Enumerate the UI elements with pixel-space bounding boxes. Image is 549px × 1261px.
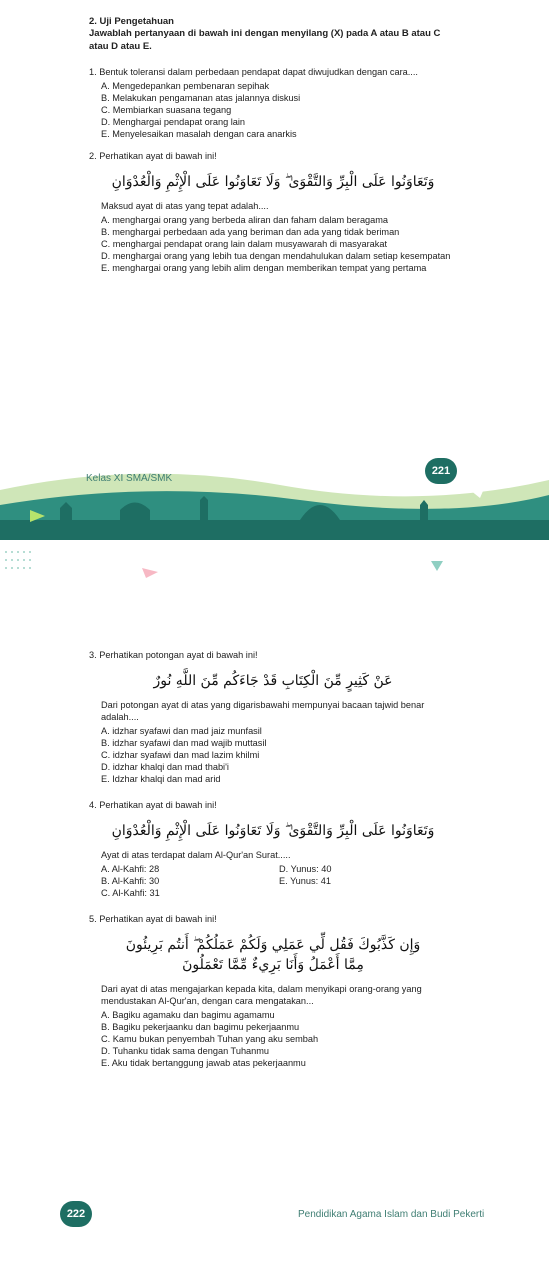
option[interactable]: C. Kamu bukan penyembah Tuhan yang aku sembah — [101, 1033, 319, 1044]
option[interactable]: D. Tuhanku tidak sama dengan Tuhanmu — [101, 1045, 270, 1056]
question-5-stem: 5. Perhatikan ayat di bawah ini! — [89, 913, 217, 924]
option[interactable]: D. idzhar khalqi dan mad thabi'i — [101, 761, 229, 772]
page-221 — [0, 0, 549, 540]
question-1 — [89, 67, 457, 141]
arabic-verse-line-1: وَإِن كَذَّبُوكَ فَقُل لِّي عَمَلِي وَلَكُمْ عَمَلُكُمْ ۖ أَنتُم بَرِيئُونَ — [125, 936, 421, 953]
book-title-footer: Pendidikan Agama Islam dan Budi Pekerti — [298, 1209, 485, 1220]
instruction: Jawablah pertanyaan di bawah ini dengan menyilang (X) pada A atau B atau C atau D atau E. — [89, 28, 441, 52]
option[interactable]: B. Al-Kahfi: 30 — [101, 875, 160, 886]
option[interactable]: B. idzhar syafawi dan mad wajib muttasil — [101, 738, 267, 748]
option[interactable]: B. menghargai perbedaan ada yang beriman dan ada yang tidak beriman — [101, 226, 400, 237]
option[interactable]: C. idzhar syafawi dan mad lazim khilmi — [101, 749, 260, 760]
question-3-options — [101, 726, 457, 786]
question-3-stem: 3. Perhatikan potongan ayat di bawah ini! — [89, 650, 258, 660]
question-5 — [89, 914, 457, 1070]
page1-content — [89, 16, 457, 275]
option[interactable]: E. Aku tidak bertanggung jawab atas pekerjaanmu — [101, 1057, 306, 1068]
dots-decoration — [0, 548, 40, 572]
triangle-decoration — [430, 560, 444, 572]
question-2-prompt: Maksud ayat di atas yang tepat adalah.... — [101, 200, 269, 211]
question-4-stem: 4. Perhatikan ayat di bawah ini! — [89, 799, 217, 810]
page-number: 221 — [425, 458, 457, 484]
triangle-decoration — [140, 566, 160, 580]
mosque-banner-decoration — [0, 450, 549, 540]
question-5-prompt: Dari ayat di atas mengajarkan kepada kita, dalam menyikapi orang-orang yang mendustakan Al-Qur'an, dengan cara mengatakan... — [101, 984, 422, 1007]
option[interactable]: A. Al-Kahfi: 28 — [101, 863, 160, 874]
option[interactable]: E. Yunus: 41 — [279, 875, 331, 886]
option[interactable]: A. idzhar syafawi dan mad jaiz munfasil — [101, 726, 262, 737]
question-2-options — [101, 215, 457, 275]
question-1-stem: 1. Bentuk toleransi dalam perbedaan pendapat dapat diwujudkan dengan cara.... — [89, 67, 418, 78]
arabic-verse-line-2: مِمَّا أَعْمَلُ وَأَنَا بَرِيءٌ مِّمَّا تَعْمَلُونَ — [182, 956, 364, 973]
option[interactable]: D. Yunus: 40 — [279, 863, 332, 874]
option[interactable]: E. menghargai orang yang lebih alim dengan memberikan tempat yang pertama — [101, 262, 427, 273]
option[interactable]: A. Bagiku agamaku dan bagimu agamamu — [101, 1010, 275, 1020]
question-5-options — [101, 1010, 457, 1070]
question-4-options — [101, 864, 457, 900]
option[interactable]: A. Mengedepankan pembenaran sepihak — [101, 80, 270, 91]
page-222 — [0, 540, 549, 1261]
page2-content — [89, 650, 457, 1070]
option[interactable]: C. Membiarkan suasana tegang — [101, 104, 232, 115]
option[interactable]: B. Melakukan pengamanan atas jalannya diskusi — [101, 92, 301, 103]
question-2-stem: 2. Perhatikan ayat di bawah ini! — [89, 150, 217, 161]
option[interactable]: C. menghargai pendapat orang lain dalam musyawarah di masyarakat — [101, 238, 387, 249]
section-title: 2. Uji Pengetahuan — [89, 16, 174, 27]
option-empty — [279, 888, 457, 900]
question-1-options — [101, 81, 457, 141]
option[interactable]: A. menghargai orang yang berbeda aliran dan faham dalam beragama — [101, 214, 389, 225]
arabic-verse: وَتَعَاوَنُوا عَلَى الْبِرِّ وَالتَّقْوَىٰ ۖ وَلَا تَعَاوَنُوا عَلَى الْإِثْمِ وَالْعُدْوَانِ — [111, 822, 435, 839]
arabic-verse: وَتَعَاوَنُوا عَلَى الْبِرِّ وَالتَّقْوَىٰ ۖ وَلَا تَعَاوَنُوا عَلَى الْإِثْمِ وَالْعُدْوَانِ — [111, 173, 435, 190]
option[interactable]: D. Menghargai pendapat orang lain — [101, 116, 246, 127]
question-2 — [89, 151, 457, 275]
option[interactable]: C. Al-Kahfi: 31 — [101, 887, 160, 898]
question-4 — [89, 800, 457, 900]
question-4-prompt: Ayat di atas terdapat dalam Al-Qur'an Surat..... — [101, 849, 291, 860]
question-3 — [89, 650, 457, 786]
option[interactable]: E. Idzhar khalqi dan mad arid — [101, 773, 221, 784]
page-number: 222 — [60, 1201, 92, 1227]
question-3-prompt: Dari potongan ayat di atas yang digarisbawahi mempunyai bacaan tajwid benar adalah.... — [101, 700, 425, 723]
arabic-verse: عَنْ كَثِيرٍ مِّنَ الْكِتَابِ قَدْ جَاءَكُم مِّنَ اللَّهِ نُورٌ — [153, 672, 393, 689]
option[interactable]: E. Menyelesaikan masalah dengan cara anarkis — [101, 128, 297, 139]
class-label: Kelas XI SMA/SMK — [86, 473, 173, 484]
option[interactable]: D. menghargai orang yang lebih tua dengan mendahulukan dalam setiap kesempatan — [101, 250, 451, 261]
option[interactable]: B. Bagiku pekerjaanku dan bagimu pekerjaanmu — [101, 1021, 300, 1032]
